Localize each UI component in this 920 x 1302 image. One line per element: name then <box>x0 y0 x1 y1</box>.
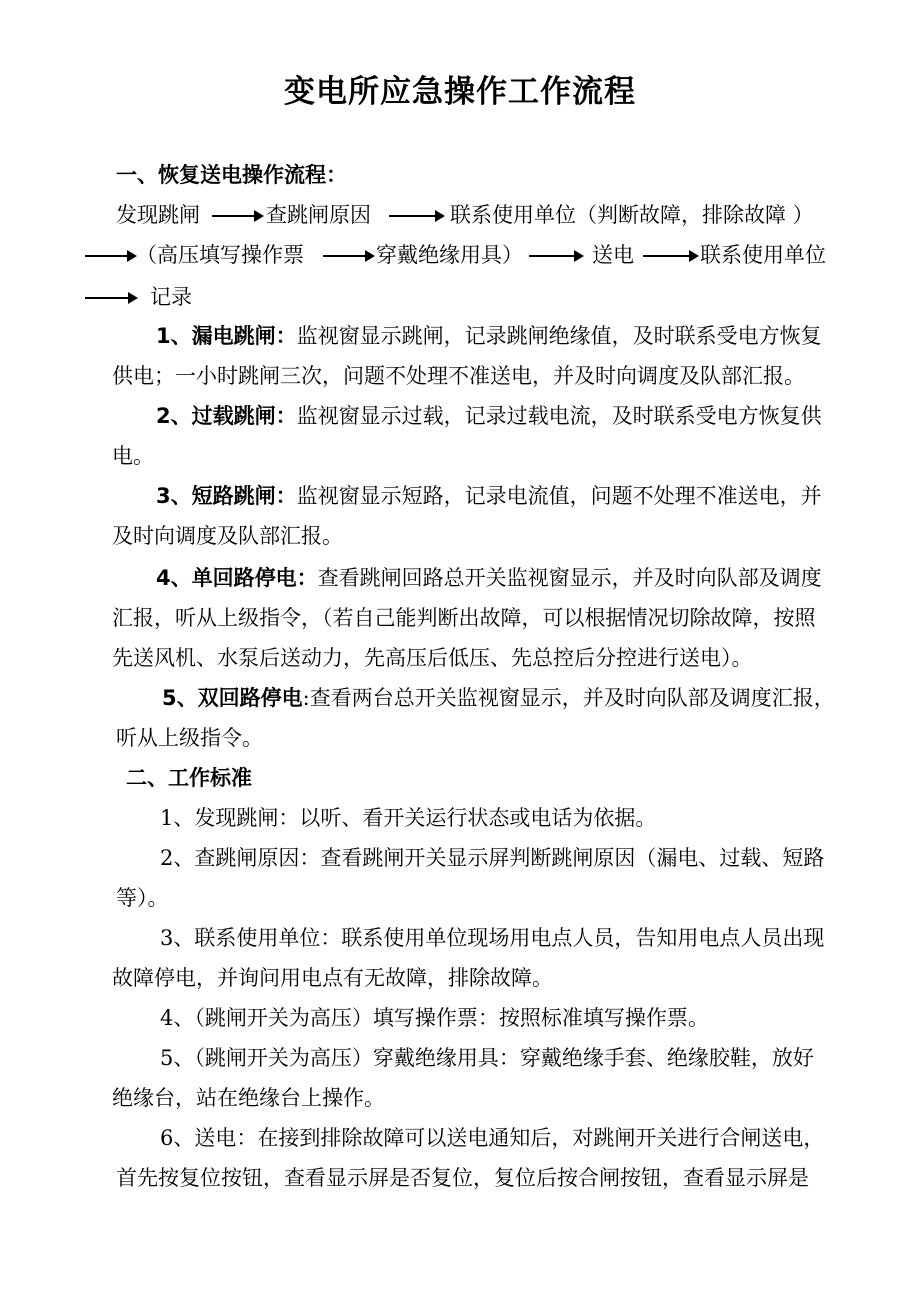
standard-line-4: 3、联系使用单位：联系使用单位现场用电点人员，告知用电点人员出现 <box>160 926 825 950</box>
standard-line-8: 绝缘台，站在绝缘台上操作。 <box>112 1086 385 1110</box>
flow-step-fill-ticket: （高压填写操作票 <box>136 243 304 267</box>
standard-line-1: 1、发现跳闸：以听、看开关运行状态或电话为依据。 <box>160 806 657 830</box>
item2-text: 监视窗显示过载，记录过载电流，及时联系受电方恢复供 <box>296 404 822 428</box>
flow-step-record: 记录 <box>150 285 192 309</box>
item5-line1 <box>162 683 835 713</box>
section2-heading: 二、工作标准 <box>126 766 252 790</box>
item4-line1 <box>156 563 822 593</box>
flow-step-wear-insulation: 穿戴绝缘用具） <box>376 243 523 267</box>
standard-line-3: 等）。 <box>116 886 169 910</box>
item1-line2: 供电；一小时跳闸三次，问题不处理不准送电，并及时向调度及队部汇报。 <box>112 364 805 388</box>
item4-text: 查看跳闸回路总开关监视窗显示，并及时向队部及调度 <box>317 566 822 590</box>
flow-step-discover-trip: 发现跳闸 <box>116 203 200 227</box>
item3-line1 <box>156 481 822 511</box>
document-title: 变电所应急操作工作流程 <box>284 74 636 110</box>
item3-line2: 及时向调度及队部汇报。 <box>112 524 343 548</box>
item2-label: 2、过载跳闸： <box>156 404 297 428</box>
item1-line1 <box>156 321 822 351</box>
flow-step-contact-unit-2: 联系使用单位 <box>700 243 826 267</box>
flow-arrow-2 <box>389 215 443 217</box>
flow-arrow-3 <box>85 255 135 257</box>
flow-arrow-4 <box>323 255 373 257</box>
flow-arrow-5 <box>529 255 582 257</box>
standard-line-10: 首先按复位按钮，查看显示屏是否复位，复位后按合闸按钮，查看显示屏是 <box>116 1166 809 1190</box>
standard-line-5: 故障停电，并询问用电点有无故障，排除故障。 <box>112 966 553 990</box>
item2-line1 <box>156 401 822 431</box>
item4-line3: 先送风机、水泵后送动力，先高压后低压、先总控后分控进行送电）。 <box>112 646 753 670</box>
standard-line-7: 5、（跳闸开关为高压）穿戴绝缘用具：穿戴绝缘手套、绝缘胶鞋，放好 <box>160 1046 814 1070</box>
item1-text: 监视窗显示跳闸，记录跳闸绝缘值，及时联系受电方恢复 <box>296 324 822 348</box>
standard-line-2: 2、查跳闸原因：查看跳闸开关显示屏判断跳闸原因（漏电、过载、短路 <box>160 846 825 870</box>
item4-label: 4、单回路停电： <box>156 566 318 590</box>
item4-line2: 汇报，听从上级指令，（若自己能判断出故障，可以根据情况切除故障，按照 <box>112 606 816 630</box>
flow-step-contact-unit: 联系使用单位（判断故障，排除故障 ） <box>450 203 814 227</box>
standard-line-9: 6、送电：在接到排除故障可以送电通知后，对跳闸开关进行合闸送电， <box>160 1126 825 1150</box>
item5-text: :查看两台总开关监视窗显示，并及时向队部及调度汇报， <box>302 686 835 710</box>
flow-arrow-6 <box>643 255 697 257</box>
item1-label: 1、漏电跳闸： <box>156 324 297 348</box>
item2-line2: 电。 <box>112 444 154 468</box>
item3-text: 监视窗显示短路，记录电流值，问题不处理不准送电，并 <box>296 484 822 508</box>
item5-label: 5、双回路停电 <box>162 686 303 710</box>
flow-step-power-on: 送电 <box>592 243 634 267</box>
item3-label: 3、短路跳闸： <box>156 484 297 508</box>
flow-arrow-7 <box>85 297 136 299</box>
flow-arrow-1 <box>212 215 262 217</box>
item5-line2: 听从上级指令。 <box>116 726 263 750</box>
section1-heading: 一、恢复送电操作流程： <box>116 163 347 187</box>
standard-line-6: 4、（跳闸开关为高压）填写操作票：按照标准填写操作票。 <box>160 1006 709 1030</box>
flow-step-check-cause: 查跳闸原因 <box>266 203 371 227</box>
